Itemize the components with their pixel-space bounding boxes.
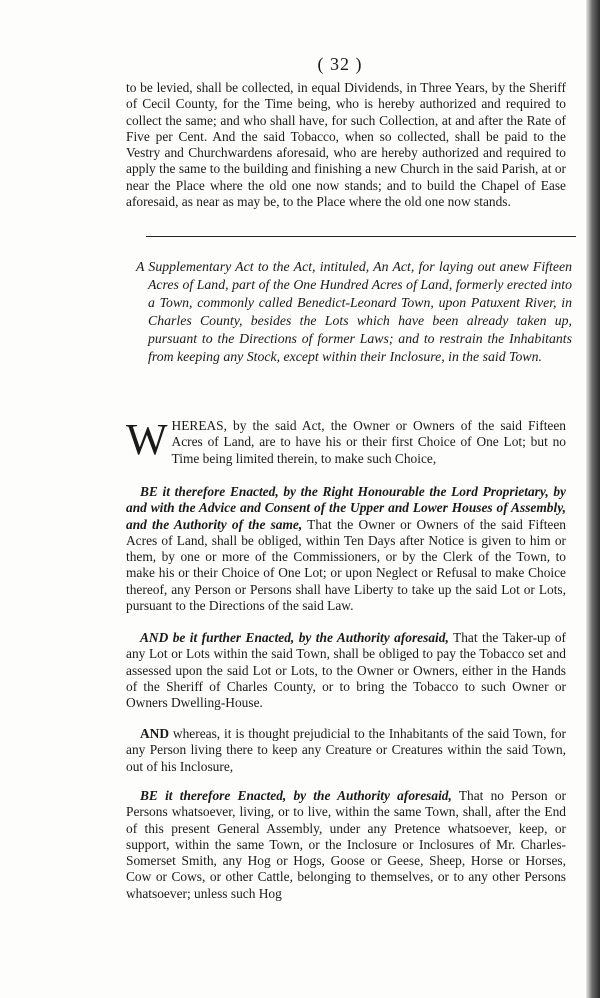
enactment-lead-3: BE it therefore Enacted, by the Authority aforesaid, xyxy=(140,788,452,803)
page-edge-shadow xyxy=(586,0,600,998)
act-title-text: A Supplementary Act to the Act, intituled, An Act, for laying out anew Fifteen Acres of Land, part of the One Hundred Acres of Land, formerly erected into a Town, commonly called Benedict-Leonard Town, upon Patuxent River, in Charles County, besides the Lots which have been already taken up, pursuant to the Directions of former Laws; and to restrain the Inhabitants from keeping any Stock, except within their Inclosure, in the said Town. xyxy=(136,259,572,364)
enactment-text-1: That the Owner or Owners of the said Fifteen Acres of Land, shall be obliged, within Ten Days after Notice is given to him or them, by one or more of the Commissioners, or by the Clerk of the Town, to make his or their Choice of One Lot; or upon Neglect or Refusal to make Choice thereof, any Person or Persons shall have Liberty to take up the said Lot or Lots, pursuant to the Directions of the said Law. xyxy=(126,516,567,614)
enactment-paragraph-2 xyxy=(126,630,566,711)
page-number: ( 32 ) xyxy=(317,54,363,74)
whereas-paragraph xyxy=(126,726,566,775)
drop-cap: W xyxy=(126,415,168,464)
enactment-text-3: That no Person or Persons whatsoever, living, or to live, within the same Town, shall, after the End of this present General Assembly, under any Pretence whatsoever, keep, or support, within the same Town, or the Inclosure or Inclosures of Mr. Charles-Somerset Smith, any Hog or Hogs, Goose or Geese, Sheep, Horse or Horses, Cow or Cows, or other Cattle, belonging to themselves, or to any other Persons whatsoever; unless such Hog xyxy=(126,788,566,901)
enactment-paragraph-3 xyxy=(126,788,566,902)
enactment-text-2: That the Taker-up of any Lot or Lots within the said Town, shall be obliged to pay the Tobacco set and assessed upon the said Lot or Lots, to the Owner or Owners, either in the Hands of the Sheriff of Charles County, or to bring the Tobacco to such Owner or Owners Dwelling-House. xyxy=(126,630,567,711)
act-title xyxy=(126,258,572,366)
preamble-paragraph xyxy=(126,415,566,467)
section-divider xyxy=(146,236,576,237)
enactment-paragraph-1 xyxy=(126,484,566,614)
enactment-lead-2: AND be it further Enacted, by the Authority aforesaid, xyxy=(140,630,449,645)
enactment-lead-1: BE it therefore Enacted, by the Right Honourable the Lord Proprietary, by and with the Advice and Consent of the Upper and Lower Houses of Assembly, and the Authority of the same, xyxy=(126,484,566,532)
whereas-text: whereas, it is thought prejudicial to the Inhabitants of the said Town, for any Person living there to keep any Creature or Creatures within the said Town, out of his Inclosure, xyxy=(126,726,566,774)
preamble-text: HEREAS, by the said Act, the Owner or Owners of the said Fifteen Acres of Land, are to have his or their first Choice of One Lot; but no Time being limited therein, to make such Choice, xyxy=(171,418,566,466)
whereas-lead: AND xyxy=(140,726,170,741)
continuation-paragraph xyxy=(126,80,566,210)
continuation-text: to be levied, shall be collected, in equal Dividends, in Three Years, by the Sheriff of Cecil County, for the Time being, who is hereby authorized and required to collect the same; and who shall have, for such Collection, at and after the Rate of Five per Cent. And the said Tobacco, when so collected, shall be paid to the Vestry and Churchwardens aforesaid, who are hereby authorized and required to apply the same to the building and finishing a new Church in the said Parish, at or near the Place where the old one now stands; and to build the Chapel of Ease aforesaid, as near as may be, to the Place where the old one now stands. xyxy=(126,80,566,210)
